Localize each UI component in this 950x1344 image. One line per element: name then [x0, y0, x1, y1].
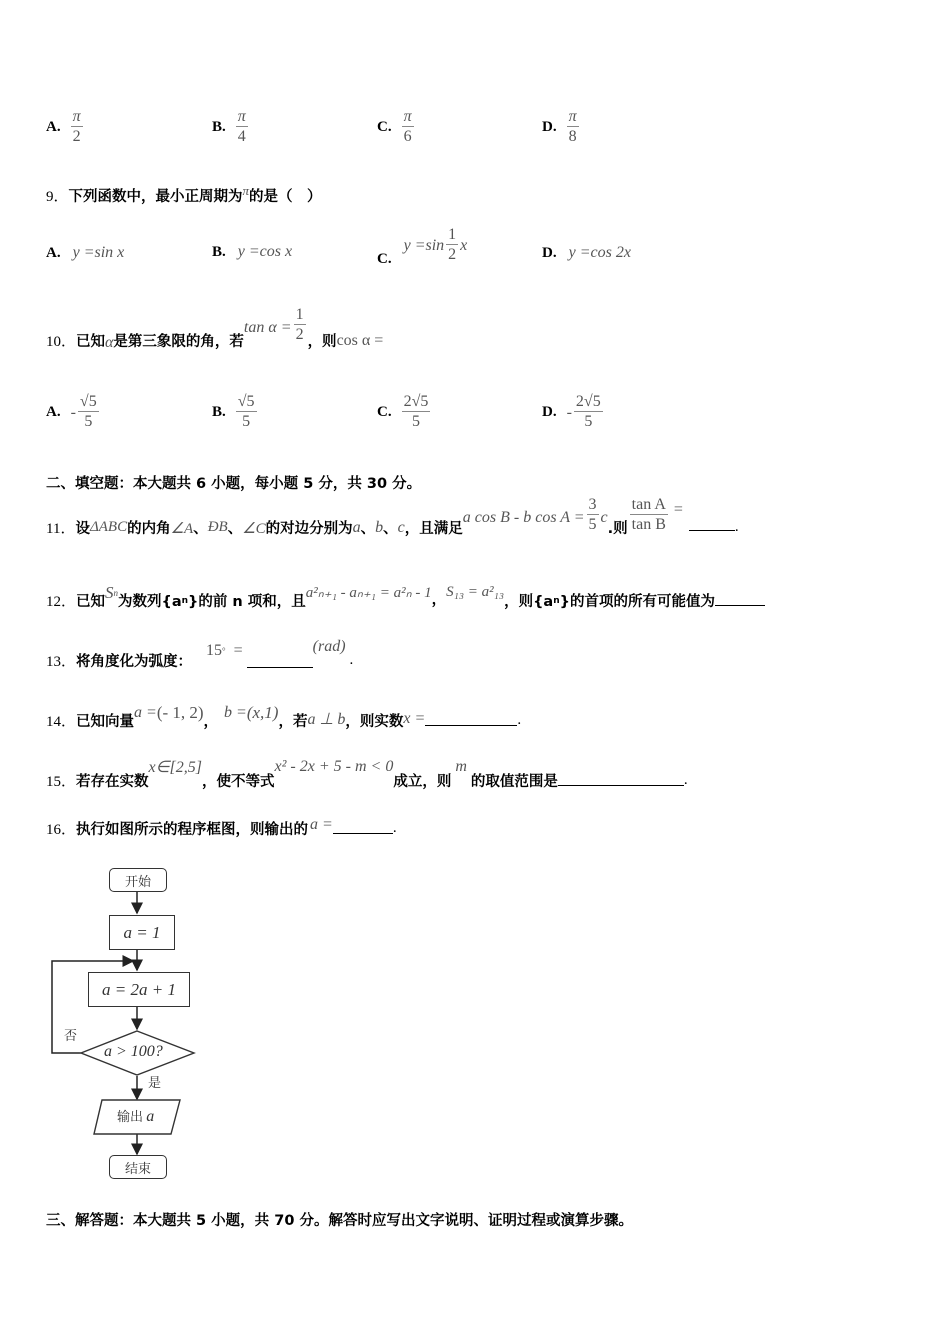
q16: 16． 执行如图所示的程序框图，则输出的 a = . — [46, 815, 397, 838]
q12: 12． 已知 S n 为数列{a $_n$ }的前 n 项和，且 a²ₙ₊₁ - aₙ₊₁ = a²ₙ - 1 ， S₁₃ = a²₁₃ ，则{a $_n$ }的首项的所有可能值为 — [46, 582, 765, 603]
flowchart-start: 开始 — [109, 868, 167, 892]
fraction: $\frac{1}{2}$ — [448, 226, 457, 263]
fraction: $\frac{\text{tan A}}{\text{tan B}}$ — [631, 496, 666, 533]
q8-option-b: B. $\frac{\pi}{4}$ — [212, 108, 246, 145]
q13: 13． 将角度化为弧度： 15 ° = (rad) . — [46, 637, 354, 670]
fraction: $\frac{2√5}{5}$ — [575, 393, 601, 430]
q9-option-c: C. y =sin $\frac{1}{2}$ x — [377, 226, 468, 267]
flowchart-output: 输出 a — [117, 1108, 155, 1125]
fraction: $\frac{\pi}{4}$ — [237, 108, 246, 145]
fraction: $\frac{\pi}{8}$ — [568, 108, 577, 145]
q8-option-a: A. $\frac{\pi}{2}$ — [46, 108, 81, 145]
flowchart-yes-label: 是 — [148, 1075, 162, 1090]
q8-option-c: C. $\frac{\pi}{6}$ — [377, 108, 412, 145]
q8-option-d: D. $\frac{\pi}{8}$ — [542, 108, 577, 145]
fraction: $\frac{2√5}{5}$ — [403, 393, 429, 430]
q9-stem: 9． 下列函数中，最小正周期为 π 的是（ ） — [46, 182, 322, 205]
fraction: $\frac{√5}{5}$ — [237, 393, 255, 430]
q9-option-d: D. y =cos 2x — [542, 244, 631, 261]
q10-option-a: A. - $\frac{√5}{5}$ — [46, 393, 97, 430]
flowchart-end: 结束 — [109, 1155, 167, 1179]
flowchart-init: a = 1 — [109, 915, 175, 950]
fraction: $\frac{\pi}{6}$ — [403, 108, 412, 145]
q14: 14． 已知向量 a = (- 1, 2) ， b = (x,1) ，若 a ⊥ b ，则实数 x = . — [46, 702, 522, 730]
flowchart-step: a = 2a + 1 — [88, 972, 190, 1007]
fraction: $\frac{√5}{5}$ — [79, 393, 97, 430]
flowchart-condition: a > 100? — [104, 1043, 163, 1060]
q9-option-b: B. y =cos x — [212, 243, 293, 260]
section-3-heading: 三、解答题：本大题共 5 小题，共 70 分。解答时应写出文字说明、证明过程或演算步骤。 — [46, 1213, 633, 1229]
q11: 11． 设 ΔABC 的内角 ∠A 、 ÐB 、 ∠C 的对边分别为 a 、 b 、 c ，且满足 a cos B - b cos A = $\frac{3}{5}$ c .则 $\frac{\text{tan A}}{\text{tan B}}$ = . — [46, 496, 739, 537]
q10-stem: 10． 已知 α 是第三象限的角，若 tan α = $\frac{1}{2}$ ，则 cos α = — [46, 306, 384, 351]
fraction: $\frac{\pi}{2}$ — [72, 108, 81, 145]
flowchart-no-label: 否 — [64, 1028, 78, 1043]
q9-option-a: A. y =sin x — [46, 244, 125, 261]
section-2-heading: 二、填空题：本大题共 6 小题，每小题 5 分，共 30 分。 — [46, 476, 422, 492]
fraction: $\frac{3}{5}$ — [588, 496, 597, 533]
fraction: $\frac{1}{2}$ — [295, 306, 304, 343]
q15: 15． 若存在实数 x∈[2,5] ，使不等式 x² - 2x + 5 - m < 0 成立，则 m 的取值范围是 . — [46, 757, 688, 790]
q10-option-d: D. - $\frac{2√5}{5}$ — [542, 393, 601, 430]
q10-option-c: C. $\frac{2√5}{5}$ — [377, 393, 429, 430]
q10-option-b: B. $\frac{√5}{5}$ — [212, 393, 255, 430]
